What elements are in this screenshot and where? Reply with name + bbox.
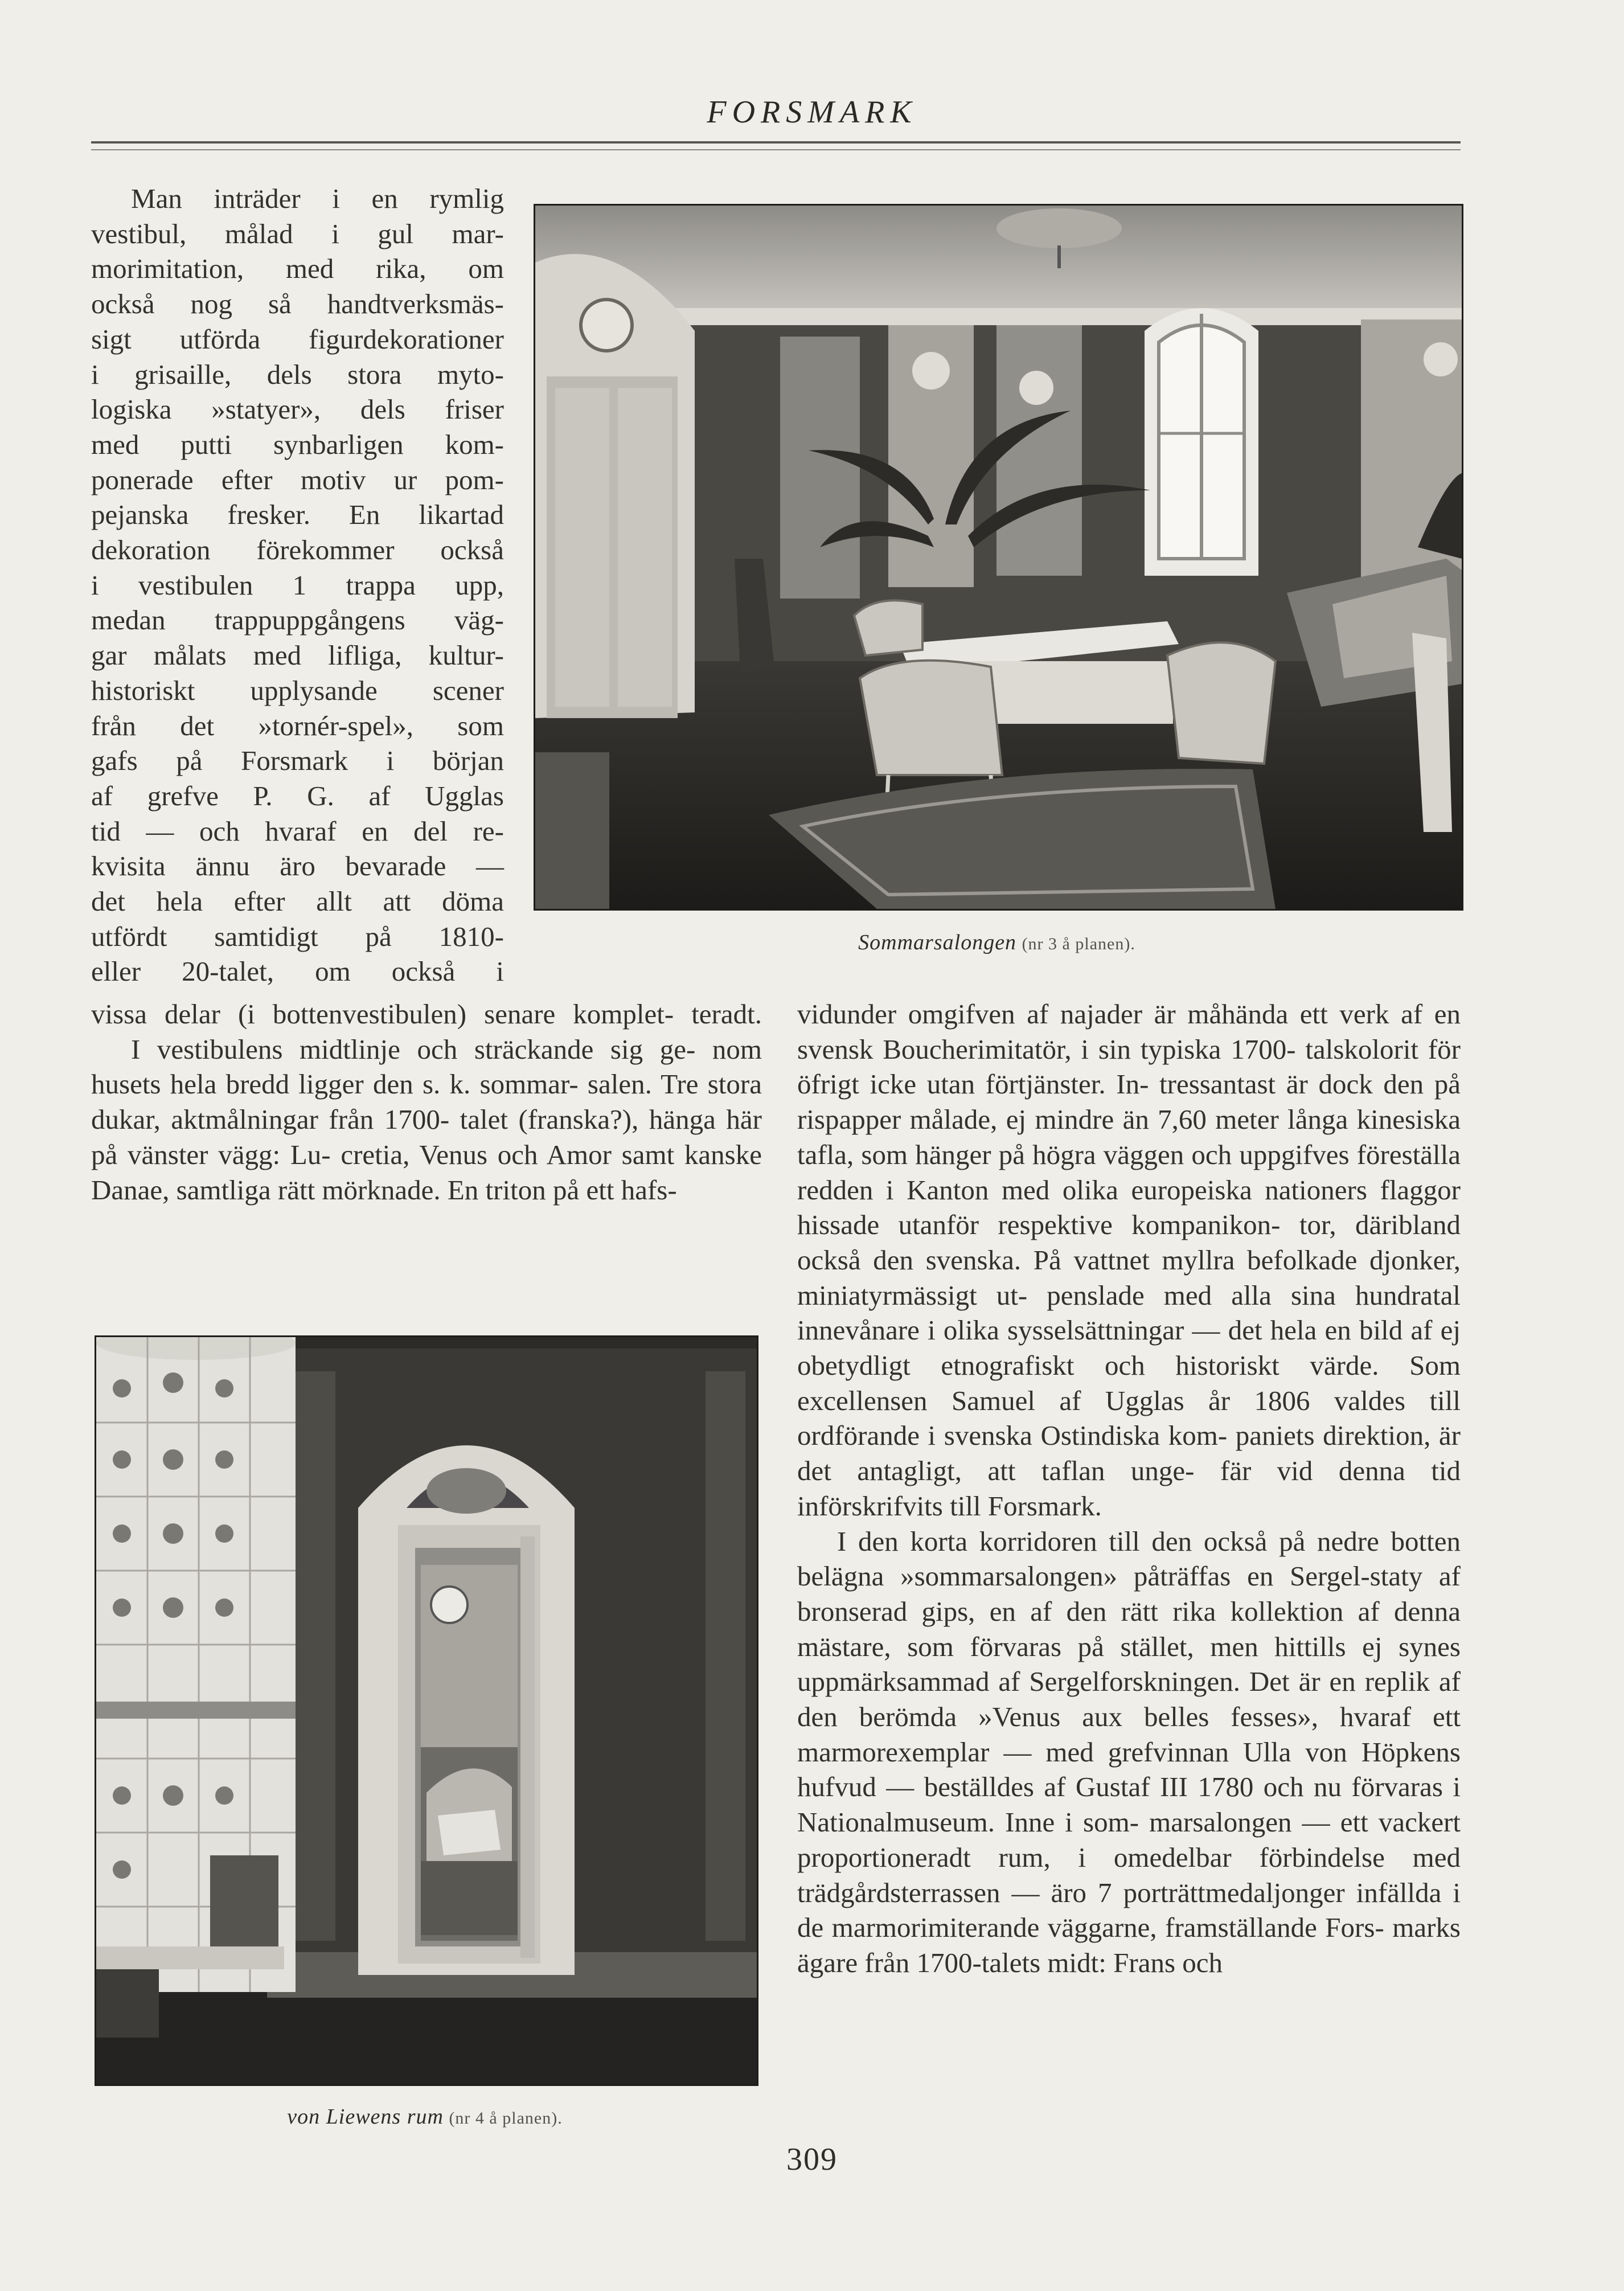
right-column-text: [797, 997, 1461, 1981]
text-line: gar målats med lifliga, kultur-: [91, 640, 504, 671]
caption-sommarsalongen: [534, 930, 1460, 955]
page-number: 309: [786, 2142, 838, 2177]
text-line: utfördt samtidigt på 1810-: [91, 920, 504, 952]
text-line: eller 20-talet, om också i: [91, 956, 504, 987]
caption-title: von Liewens rum: [287, 2105, 444, 2129]
text-line: medan trappuppgångens väg-: [91, 604, 504, 636]
text-line: af grefve P. G. af Ugglas: [91, 780, 504, 812]
text-line: tid — och hvaraf en del re-: [91, 815, 504, 847]
text-line: i grisaille, dels stora myto-: [91, 358, 504, 390]
caption-title: Sommarsalongen: [858, 931, 1017, 954]
caption-von-liewens-rum: [95, 2104, 755, 2129]
page-header: FORSMARK: [707, 95, 917, 130]
text-line: ponerade efter motiv ur pom-: [91, 464, 504, 495]
text-line: sigt utförda figurdekorationer: [91, 323, 504, 355]
header-rule: [91, 141, 1461, 144]
photo-von-liewens-rum: [95, 1335, 758, 2086]
left-column-continuation: [91, 997, 762, 1207]
text-line: gafs på Forsmark i början: [91, 745, 504, 777]
text-line: också nog så handtverksmäs-: [91, 288, 504, 320]
text-line: dekoration förekommer också: [91, 534, 504, 566]
paragraph: I vestibulens midtlinje och sträckande sig ge- nom husets hela bredd ligger den s. k. sommar- salen. Tre stora dukar, aktmålningar från 1700- talet (franska?), hänga här på vänster vägg: Lu- cretia, Venus och Amor samt kanske Danae, samtliga rätt mörknade. En triton på ett hafs-: [91, 1033, 762, 1206]
text-line: pejanska fresker. En likartad: [91, 499, 504, 531]
text-line: från det »tornér-spel», som: [91, 710, 504, 741]
photo-sommarsalongen: [534, 204, 1463, 911]
caption-note: (nr 3 å planen).: [1022, 935, 1135, 953]
paragraph: I den korta korridoren till den också på nedre botten belägna »sommarsalongen» påträffas en Sergel-staty af bronserad gips, en af den rätt rika kollektion af denna mästare, som förvaras på stället, men hittills ej synes uppmärksammad af Sergelforskningen. Det är en replik af den berömda »Venus aux belles fesses», hvaraf ett marmorexemplar — med grefvinnan Ulla von Höpkens hufvud — beställdes af Gustaf III 1780 och nu förvaras i Nationalmuseum. Inne i som- marsalongen — ett vackert proportioneradt rum, i omedelbar förbindelse med trädgårdsterrassen — äro 7 porträttmedaljonger infällda i de marmorimiterande väggarne, framställande Fors- marks ägare från 1700-talets midt: Frans och: [797, 1525, 1461, 1978]
header-rule-thin: [91, 149, 1461, 150]
text-line: vestibul, målad i gul mar-: [91, 218, 504, 249]
left-column-text: [91, 181, 504, 989]
text-line: logiska »statyer», dels friser: [91, 394, 504, 425]
paragraph: vissa delar (i bottenvestibulen) senare komplet- teradt.: [91, 998, 762, 1030]
text-line: Man inträder i en rymlig: [131, 183, 504, 214]
caption-note: (nr 4 å planen).: [449, 2109, 563, 2128]
text-line: morimitation, med rika, om: [91, 253, 504, 285]
text-line: i vestibulen 1 trappa upp,: [91, 569, 504, 601]
text-line: historiskt upplysande scener: [91, 674, 504, 706]
text-line: med putti synbarligen kom-: [91, 428, 504, 460]
paragraph: vidunder omgifven af najader är måhända ett verk af en svensk Boucherimitatör, i sin typiska 1700- talskolorit för öfrigt icke utan förtjänster. In- tressantast är dock den på rispapper målade, ej mindre än 7,60 meter långa kinesiska tafla, som hänger på högra väggen och uppgifves föreställa redden i Kanton med olika europeiska nationers flaggor hissade utanför respektive kompanikon- tor, däribland också den svenska. På vattnet myllra befolkade djonker, miniatyrmässigt ut- penslade med alla sina hundratal innevånare i olika sysselsättningar — det hela en bild af ej obetydligt etnografiskt och historiskt värde. Som excellensen Samuel af Ugglas år 1806 valdes till ordförande i svenska Ostindiska kom- paniets direktion, är det antagligt, att taflan unge- fär vid denna tid införskrifvits till Forsmark.: [797, 998, 1461, 1522]
text-line: kvisita ännu äro bevarade —: [91, 850, 504, 882]
text-line: det hela efter allt att döma: [91, 886, 504, 917]
